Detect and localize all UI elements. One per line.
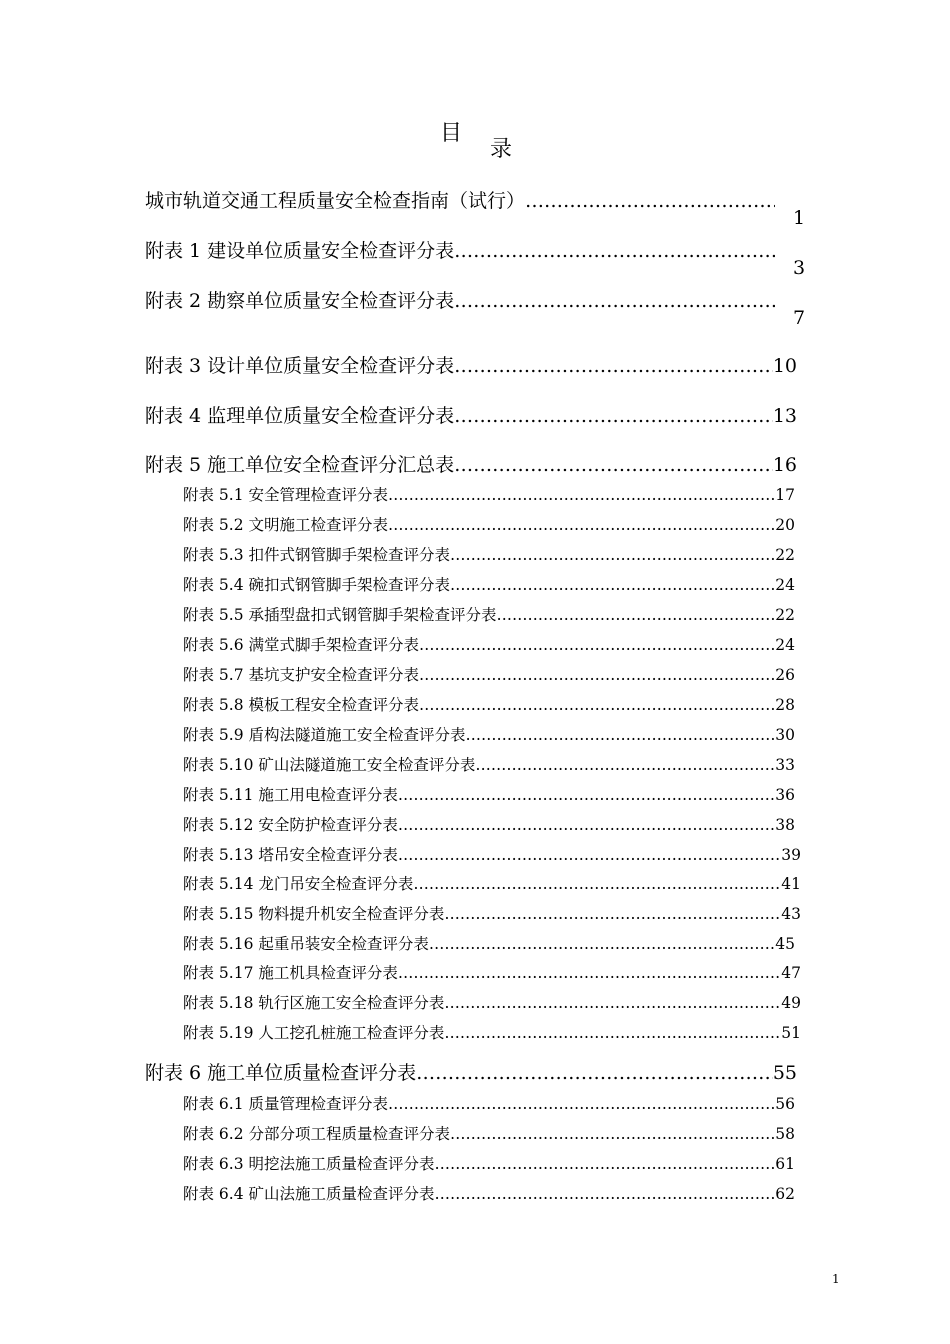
leader-dots	[398, 963, 781, 983]
toc-subentry-label: 附表 5.3 扣件式钢管脚手架检查评分表	[183, 546, 451, 564]
toc-subentry-5-17[interactable]	[183, 963, 801, 983]
toc-subentry-label: 附表 5.19 人工挖孔桩施工检查评分表	[183, 1024, 445, 1042]
toc-subentry-5-8[interactable]	[183, 695, 795, 715]
toc-entry-label: 附表 5 施工单位安全检查评分汇总表	[145, 454, 455, 476]
leader-dots	[413, 874, 781, 894]
toc-subentry-5-14[interactable]	[183, 874, 801, 894]
leader-dots	[444, 904, 781, 924]
toc-subentry-5-16[interactable]	[183, 934, 795, 954]
toc-subentry-label: 附表 5.13 塔吊安全检查评分表	[183, 846, 398, 864]
leader-dots	[444, 1023, 781, 1043]
toc-entry-appendix-3[interactable]	[145, 353, 797, 379]
toc-entry-label: 附表 2 勘察单位质量安全检查评分表	[145, 290, 455, 312]
toc-subentry-label: 附表 5.9 盾构法隧道施工安全检查评分表	[183, 726, 466, 744]
leader-dots	[398, 845, 781, 865]
leader-dots	[475, 755, 775, 775]
toc-subentry-label: 附表 5.16 起重吊装安全检查评分表	[183, 935, 429, 953]
leader-dots	[388, 1094, 775, 1114]
leader-dots	[398, 785, 775, 805]
toc-subentry-page: 45	[775, 935, 795, 953]
page-number: 1	[832, 1272, 840, 1286]
toc-entry-label: 附表 3 设计单位质量安全检查评分表	[145, 355, 455, 377]
toc-subentry-label: 附表 5.2 文明施工检查评分表	[183, 516, 389, 534]
toc-subentry-page: 58	[775, 1125, 795, 1143]
toc-subentry-label: 附表 5.6 满堂式脚手架检查评分表	[183, 636, 420, 654]
toc-entry-page: 7	[793, 307, 806, 329]
toc-subentry-5-9[interactable]	[183, 725, 795, 745]
toc-subentry-5-4[interactable]	[183, 575, 795, 595]
toc-subentry-label: 附表 5.7 基坑支护安全检查评分表	[183, 666, 420, 684]
toc-entry-label: 附表 4 监理单位质量安全检查评分表	[145, 405, 455, 427]
toc-subentry-label: 附表 5.5 承插型盘扣式钢管脚手架检查评分表	[183, 606, 497, 624]
toc-subentry-page: 41	[781, 875, 801, 893]
toc-entry-label: 附表 6 施工单位质量检查评分表	[145, 1062, 417, 1084]
toc-entry-guide[interactable]	[145, 188, 775, 214]
toc-subentry-6-4[interactable]	[183, 1184, 795, 1204]
toc-entry-page: 10	[772, 355, 797, 377]
leader-dots	[454, 403, 773, 429]
toc-entry-page: 16	[772, 454, 797, 476]
leader-dots	[450, 575, 775, 595]
leader-dots	[429, 934, 775, 954]
toc-subentry-label: 附表 6.4 矿山法施工质量检查评分表	[183, 1185, 435, 1203]
leader-dots	[435, 1154, 776, 1174]
leader-dots	[525, 188, 775, 214]
toc-subentry-5-5[interactable]	[183, 605, 795, 625]
toc-subentry-page: 22	[775, 606, 795, 624]
toc-subentry-page: 30	[775, 726, 795, 744]
leader-dots	[450, 1124, 775, 1144]
toc-subentry-page: 56	[775, 1095, 795, 1113]
toc-entry-label: 附表 1 建设单位质量安全检查评分表	[145, 240, 455, 262]
toc-subentry-page: 49	[781, 994, 801, 1012]
toc-subentry-5-18[interactable]	[183, 993, 801, 1013]
toc-entry-appendix-4[interactable]	[145, 403, 797, 429]
toc-entry-page: 1	[793, 207, 806, 229]
toc-subentry-label: 附表 5.18 轨行区施工安全检查评分表	[183, 994, 445, 1012]
toc-subentry-page: 24	[775, 576, 795, 594]
toc-entry-appendix-1[interactable]	[145, 238, 775, 264]
leader-dots	[419, 695, 775, 715]
toc-subentry-5-7[interactable]	[183, 665, 795, 685]
toc-entry-appendix-6[interactable]	[145, 1060, 797, 1086]
toc-subentry-page: 43	[781, 905, 801, 923]
leader-dots	[435, 1184, 776, 1204]
toc-subentry-6-1[interactable]	[183, 1094, 795, 1114]
toc-subentry-5-2[interactable]	[183, 515, 795, 535]
leader-dots	[450, 545, 775, 565]
toc-subentry-label: 附表 5.17 施工机具检查评分表	[183, 964, 398, 982]
leader-dots	[388, 515, 775, 535]
toc-subentry-label: 附表 5.11 施工用电检查评分表	[183, 786, 398, 804]
toc-subentry-label: 附表 5.10 矿山法隧道施工安全检查评分表	[183, 756, 476, 774]
leader-dots	[419, 635, 775, 655]
leader-dots	[454, 353, 773, 379]
toc-subentry-5-12[interactable]	[183, 815, 795, 835]
toc-entry-page: 13	[772, 405, 797, 427]
toc-subentry-page: 33	[775, 756, 795, 774]
toc-subentry-6-2[interactable]	[183, 1124, 795, 1144]
toc-entry-page: 55	[772, 1062, 797, 1084]
toc-subentry-5-1[interactable]	[183, 485, 795, 505]
toc-subentry-page: 51	[781, 1024, 801, 1042]
toc-subentry-label: 附表 6.2 分部分项工程质量检查评分表	[183, 1125, 451, 1143]
toc-subentry-label: 附表 5.1 安全管理检查评分表	[183, 486, 389, 504]
toc-entry-appendix-2[interactable]	[145, 288, 775, 314]
toc-subentry-5-19[interactable]	[183, 1023, 801, 1043]
toc-subentry-page: 62	[775, 1185, 795, 1203]
toc-title-part-1: 目	[440, 121, 463, 146]
toc-subentry-5-6[interactable]	[183, 635, 795, 655]
toc-subentry-page: 38	[775, 816, 795, 834]
toc-entry-appendix-5[interactable]	[145, 452, 797, 478]
toc-subentry-label: 附表 5.14 龙门吊安全检查评分表	[183, 875, 414, 893]
toc-subentry-5-3[interactable]	[183, 545, 795, 565]
toc-subentry-page: 20	[775, 516, 795, 534]
toc-subentry-page: 24	[775, 636, 795, 654]
leader-dots	[398, 815, 775, 835]
toc-subentry-page: 22	[775, 546, 795, 564]
toc-subentry-page: 28	[775, 696, 795, 714]
toc-subentry-6-3[interactable]	[183, 1154, 795, 1174]
toc-subentry-page: 26	[775, 666, 795, 684]
toc-subentry-label: 附表 6.1 质量管理检查评分表	[183, 1095, 389, 1113]
toc-subentry-page: 47	[781, 964, 801, 982]
leader-dots	[454, 288, 775, 314]
toc-subentry-label: 附表 6.3 明挖法施工质量检查评分表	[183, 1155, 435, 1173]
toc-subentry-5-13[interactable]	[183, 845, 801, 865]
leader-dots	[388, 485, 775, 505]
leader-dots	[454, 452, 773, 478]
toc-subentry-5-15[interactable]	[183, 904, 801, 924]
toc-entry-label: 城市轨道交通工程质量安全检查指南（试行）	[145, 190, 526, 212]
toc-subentry-label: 附表 5.4 碗扣式钢管脚手架检查评分表	[183, 576, 451, 594]
leader-dots	[497, 605, 776, 625]
toc-entry-page: 3	[793, 257, 806, 279]
toc-subentry-page: 61	[775, 1155, 795, 1173]
leader-dots	[466, 725, 776, 745]
leader-dots	[444, 993, 781, 1013]
leader-dots	[416, 1060, 773, 1086]
toc-subentry-page: 36	[775, 786, 795, 804]
toc-subentry-label: 附表 5.8 模板工程安全检查评分表	[183, 696, 420, 714]
toc-subentry-label: 附表 5.12 安全防护检查评分表	[183, 816, 398, 834]
leader-dots	[419, 665, 775, 685]
leader-dots	[454, 238, 775, 264]
toc-subentry-5-11[interactable]	[183, 785, 795, 805]
toc-subentry-label: 附表 5.15 物料提升机安全检查评分表	[183, 905, 445, 923]
toc-subentry-5-10[interactable]	[183, 755, 795, 775]
toc-subentry-page: 17	[775, 486, 795, 504]
toc-subentry-page: 39	[781, 846, 801, 864]
toc-title-part-2: 录	[490, 137, 513, 162]
